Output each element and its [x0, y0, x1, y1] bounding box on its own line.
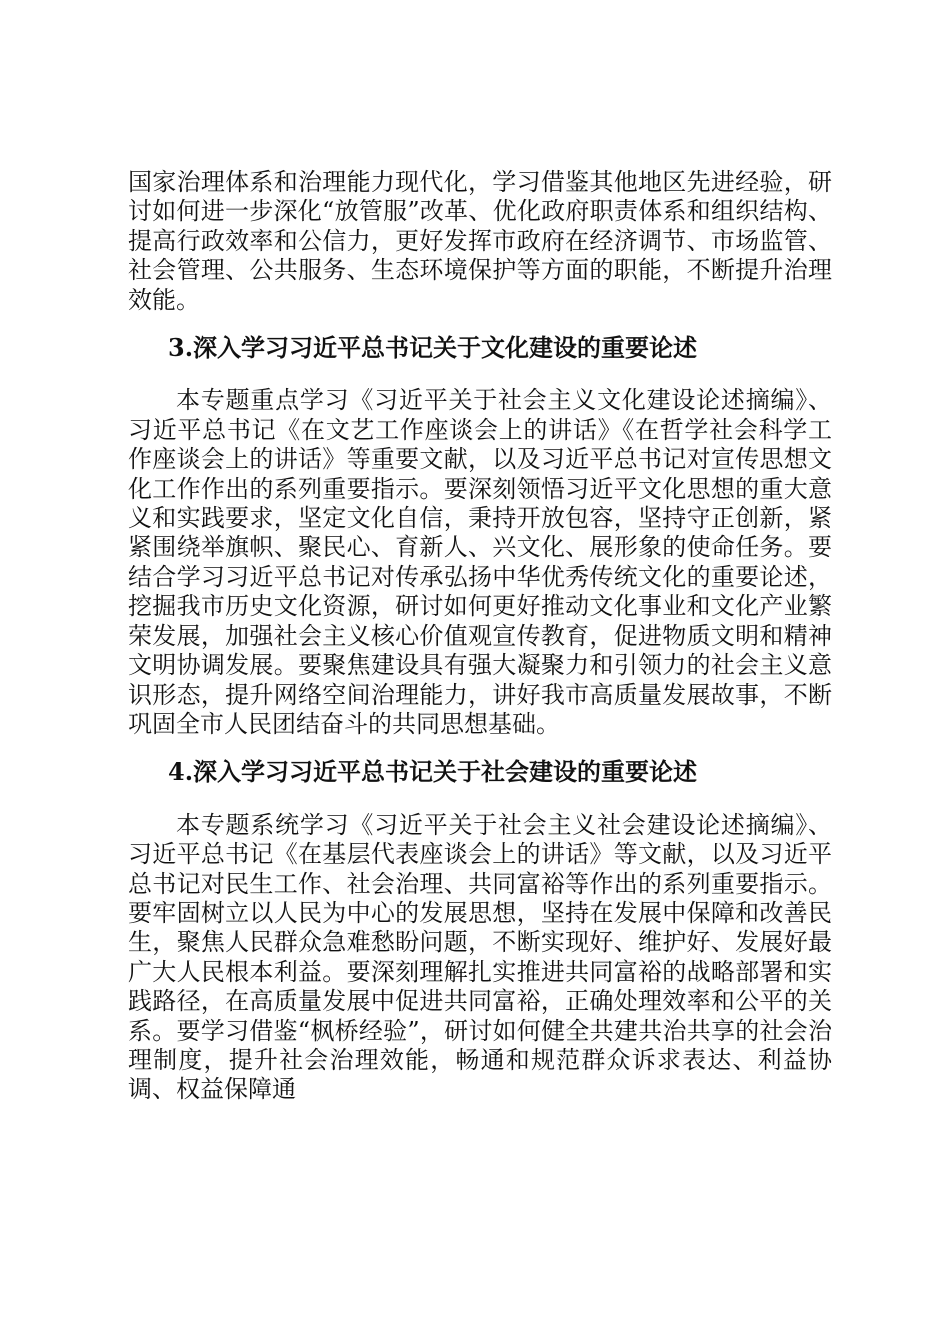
spacer [128, 787, 832, 811]
spacer [128, 739, 832, 757]
section-heading-3: 3.深入学习习近平总书记关于文化建设的重要论述 [168, 333, 698, 363]
section-body-4: 本专题系统学习《习近平关于社会主义社会建设论述摘编》、习近平总书记《在基层代表座谈会上的讲话》等文献，以及习近平总书记对民生工作、社会治理、共同富裕等作出的系列重要指示。要牢固树立以人民为中心的发展思想，坚持在发展中保障和改善民生，聚焦人民群众急难愁盼问题，不断实现好、维护好、发展好最广大人民根本利益。要深刻理解扎实推进共同富裕的战略部署和实践路径，在高质量发展中促进共同富裕，正确处理效率和公平的关系。要学习借鉴“枫桥经验”，研讨如何健全共建共治共享的社会治理制度，提升社会治理效能，畅通和规范群众诉求表达、利益协调、权益保障通 [128, 810, 832, 1104]
section-body-3: 本专题重点学习《习近平关于社会主义文化建设论述摘编》、习近平总书记《在文艺工作座谈会上的讲话》《在哲学社会科学工作座谈会上的讲话》等重要文献，以及习近平总书记对宣传思想文化工作作出的系列重要指示。要深刻领悟习近平文化思想的重大意义和实践要求，坚定文化自信，秉持开放包容，坚持守正创新，紧紧围绕举旗帜、聚民心、育新人、兴文化、展形象的使命任务。要结合学习习近平总书记对传承弘扬中华优秀传统文化的重要论述，挖掘我市历史文化资源，研讨如何更好推动文化事业和文化产业繁荣发展，加强社会主义核心价值观宣传教育，促进物质文明和精神文明协调发展。要聚焦建设具有强大凝聚力和引领力的社会主义意识形态，提升网络空间治理能力，讲好我市高质量发展故事，不断巩固全市人民团结奋斗的共同思想基础。 [128, 386, 832, 738]
section-heading-4: 4.深入学习习近平总书记关于社会建设的重要论述 [168, 757, 698, 787]
spacer [128, 362, 832, 386]
document-body [128, 168, 832, 1105]
paragraph-continued: 国家治理体系和治理能力现代化，学习借鉴其他地区先进经验，研讨如何进一步深化“放管服”改革、优化政府职责体系和组织结构、提高行政效率和公信力，更好发挥市政府在经济调节、市场监管、社会管理、公共服务、生态环境保护等方面的职能，不断提升治理效能。 [128, 168, 832, 314]
spacer [128, 315, 832, 333]
